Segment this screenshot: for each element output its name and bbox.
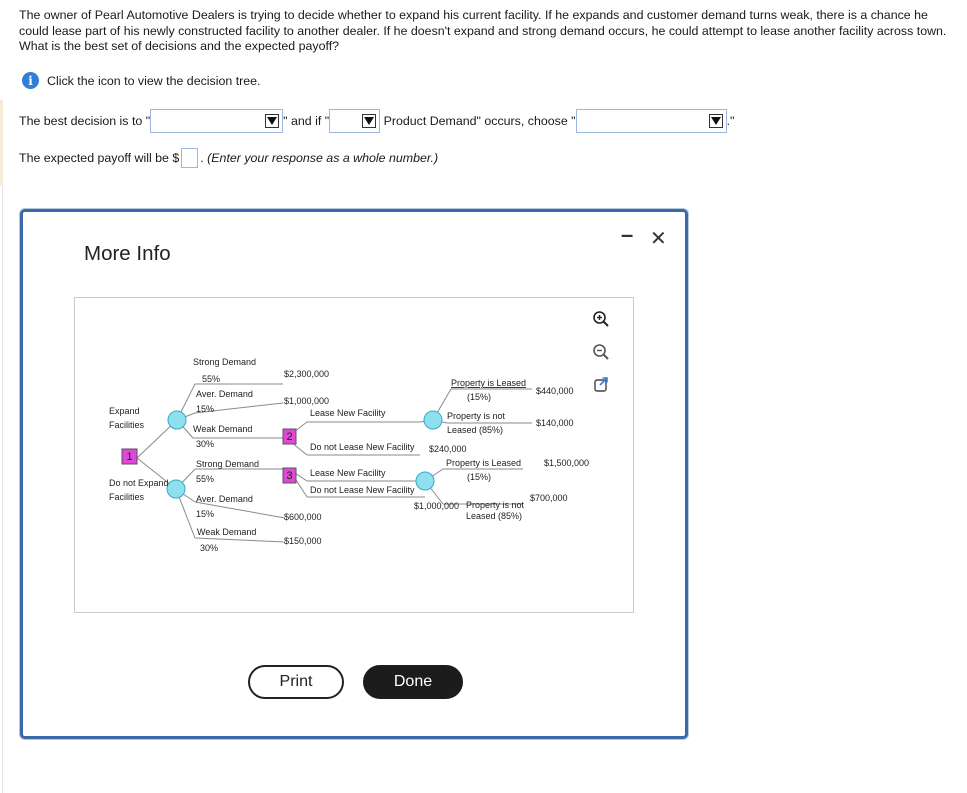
decision-node-3-label: 3 — [286, 470, 293, 482]
zoom-in-icon[interactable] — [588, 306, 614, 332]
prop-not-b-prob: Leased (85%) — [466, 511, 523, 521]
chevron-down-icon[interactable] — [709, 114, 723, 128]
more-info-dialog — [20, 209, 688, 739]
left-divider — [2, 186, 3, 793]
prop-leased-a: Property is Leased — [451, 378, 527, 388]
decision-tree — [75, 298, 635, 614]
not-lease-new-label: Do not Lease New Facility — [310, 442, 415, 452]
decision-select-2[interactable] — [576, 109, 727, 133]
chance-node-expand — [168, 411, 186, 429]
expand-icon[interactable] — [588, 372, 614, 398]
lease-new-label: Lease New Facility — [310, 408, 386, 418]
payoff-suffix: . — [200, 151, 208, 165]
payoff-150000: $150,000 — [284, 536, 322, 546]
chevron-down-icon[interactable] — [265, 114, 279, 128]
e-weak-prob: 30% — [196, 439, 215, 449]
no-expand-label: Do not Expand — [109, 478, 169, 488]
prop-not-b: Property is not — [466, 500, 525, 510]
answer-row — [19, 109, 734, 133]
no-expand-label-2: Facilities — [109, 492, 145, 502]
n-strong-label: Strong Demand — [196, 459, 260, 469]
e-strong-label: Strong Demand — [193, 357, 257, 367]
decision-node-2-label: 2 — [286, 431, 293, 443]
prop-not-a: Property is not — [447, 411, 506, 421]
e-strong-prob: 55% — [202, 374, 221, 384]
payoff-1500000: $1,500,000 — [544, 458, 590, 468]
demand-select[interactable] — [329, 109, 380, 133]
payoff-1000000: $1,000,000 — [284, 396, 330, 406]
n-weak-prob: 30% — [200, 543, 219, 553]
n-aver-label: Aver. Demand — [196, 494, 253, 504]
n-weak-label: Weak Demand — [197, 527, 257, 537]
dialog-title: More Info — [84, 242, 171, 265]
answer-text-2: " and if " — [283, 114, 330, 128]
payoff-440000: $440,000 — [536, 386, 574, 396]
payoff-600000: $600,000 — [284, 512, 322, 522]
prop-leased-b-prob: (15%) — [467, 472, 492, 482]
payoff-140000: $140,000 — [536, 418, 574, 428]
minimize-icon[interactable]: – — [621, 222, 634, 247]
payoff-700000: $700,000 — [530, 493, 568, 503]
answer-text-4: ." — [726, 114, 735, 128]
expand-label-2: Facilities — [109, 420, 145, 430]
decision-tree-panel — [74, 297, 634, 613]
payoff-prefix: The expected payoff will be $ — [19, 151, 180, 165]
prop-not-a-prob: Leased (85%) — [447, 425, 504, 435]
e-aver-label: Aver. Demand — [196, 389, 253, 399]
payoff-2300000: $2,300,000 — [284, 369, 330, 379]
n-strong-prob: 55% — [196, 474, 215, 484]
chance-node-no-expand — [167, 480, 185, 498]
done-button[interactable]: Done — [363, 665, 463, 699]
payoff-row — [19, 147, 438, 169]
payoff-hint: (Enter your response as a whole number.) — [207, 151, 439, 165]
e-weak-label: Weak Demand — [193, 424, 253, 434]
close-icon[interactable]: ✕ — [650, 228, 667, 250]
expand-label: Expand — [109, 406, 140, 416]
decision-node-1-label: 1 — [126, 451, 133, 463]
answer-text-1: The best decision is to " — [19, 114, 151, 128]
left-accent-bar — [0, 100, 3, 186]
print-button[interactable]: Print — [248, 665, 344, 699]
info-text: Click the icon to view the decision tree. — [47, 73, 261, 88]
payoff-1000000-b: $1,000,000 — [414, 501, 460, 511]
info-row[interactable] — [22, 72, 261, 89]
prop-leased-b: Property is Leased — [446, 458, 522, 468]
chance-node-lease-a — [424, 411, 442, 429]
question-text: The owner of Pearl Automotive Dealers is trying to decide whether to expand his current facility. If he expands and customer demand turns weak, there is a chance he could lease part of his newly constructed facility to another dealer. If he doesn't expand and strong demand occurs, he could attempt to lease another facility across town. What is the best set of decisions and the expected payoff? — [19, 8, 947, 53]
payoff-input[interactable] — [181, 148, 198, 168]
n-aver-prob: 15% — [196, 509, 215, 519]
lease-new-label-2: Lease New Facility — [310, 468, 386, 478]
info-icon[interactable]: i — [22, 72, 39, 89]
answer-text-3: Product Demand" occurs, choose " — [380, 114, 576, 128]
not-lease-new-label-2: Do not Lease New Facility — [310, 485, 415, 495]
e-aver-prob: 15% — [196, 404, 215, 414]
zoom-out-icon[interactable] — [588, 339, 614, 365]
chance-node-lease-b — [416, 472, 434, 490]
decision-select-1[interactable] — [150, 109, 283, 133]
chevron-down-icon[interactable] — [362, 114, 376, 128]
payoff-240000: $240,000 — [429, 444, 467, 454]
prop-leased-a-prob: (15%) — [467, 392, 492, 402]
